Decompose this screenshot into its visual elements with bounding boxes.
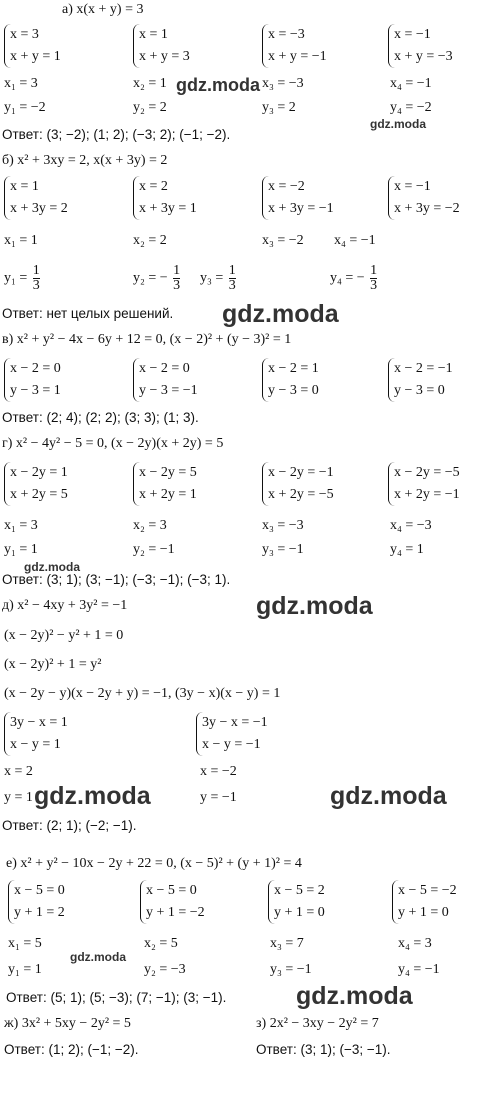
section-a-system-3: x = −3 x + y = −1 (262, 24, 327, 68)
section-e-y1: y₁ = 1 (8, 962, 42, 977)
section-a-y2: y₂ = 2 (133, 100, 167, 115)
section-g-system-1: x − 2y = 1 x + 2y = 5 (4, 462, 68, 506)
section-v-system-2: x − 2 = 0 y − 3 = −1 (133, 358, 198, 402)
section-a-x1: x₁ = 3 (4, 76, 38, 91)
section-e-answer: Ответ: (5; 1); (5; −3); (7; −1); (3; −1). (6, 990, 227, 1005)
section-d-answer: Ответ: (2; 1); (−2; −1). (2, 818, 137, 833)
section-a-x2: x₂ = 1 (133, 76, 167, 91)
section-d-header: д) x² − 4xy + 3y² = −1 (2, 598, 128, 613)
section-a-answer: Ответ: (3; −2); (1; 2); (−3; 2); (−1; −2). (2, 127, 231, 142)
watermark: gdz.moda (222, 300, 339, 328)
section-e-system-1: x − 5 = 0 y + 1 = 2 (8, 880, 65, 924)
watermark: gdz.moda (24, 560, 80, 574)
section-a-y1: y₁ = −2 (4, 100, 46, 115)
section-e-x1: x₁ = 5 (8, 936, 42, 951)
section-a-system-2: x = 1 x + y = 3 (133, 24, 190, 68)
section-b-y1: y₁ = $\frac{1}{3}$ (4, 263, 40, 293)
section-b-system-3: x = −2 x + 3y = −1 (262, 176, 334, 220)
section-e-system-3: x − 5 = 2 y + 1 = 0 (268, 880, 325, 924)
section-d-x1: x = 2 (4, 764, 33, 779)
watermark: gdz.moda (296, 982, 413, 1010)
section-g-x4: x₄ = −3 (390, 518, 432, 533)
section-a-system-1: x = 3 x + y = 1 (4, 24, 61, 68)
section-a-y3: y₃ = 2 (262, 100, 296, 115)
section-e-x3: x₃ = 7 (270, 936, 304, 951)
section-d-system-1: 3y − x = 1 x − y = 1 (4, 712, 68, 756)
section-g-header: г) x² − 4y² − 5 = 0, (x − 2y)(x + 2y) = 5 (2, 436, 224, 451)
section-b-system-2: x = 2 x + 3y = 1 (133, 176, 197, 220)
section-b-header: б) x² + 3xy = 2, x(x + 3y) = 2 (2, 153, 168, 168)
section-b-y4: y₄ = − $\frac{1}{3}$ (330, 263, 378, 293)
watermark: gdz.moda (370, 117, 426, 131)
section-d-line-3: (x − 2y − y)(x − 2y + y) = −1, (3y − x)(x − y) = 1 (4, 686, 281, 701)
watermark: gdz.moda (34, 782, 151, 810)
section-g-y3: y₃ = −1 (262, 542, 304, 557)
section-a-x3: x₃ = −3 (262, 76, 304, 91)
section-b-y3: y₃ = $\frac{1}{3}$ (200, 263, 236, 293)
section-g-y2: y₂ = −1 (133, 542, 175, 557)
section-b-system-1: x = 1 x + 3y = 2 (4, 176, 68, 220)
section-v-system-3: x − 2 = 1 y − 3 = 0 (262, 358, 319, 402)
section-g-system-4: x − 2y = −5 x + 2y = −1 (388, 462, 460, 506)
section-d-y1: y = 1 (4, 790, 33, 805)
section-a-header: а) x(x + y) = 3 (62, 2, 144, 17)
watermark: gdz.moda (256, 592, 373, 620)
section-d-x2: x = −2 (200, 764, 237, 779)
section-b-x3: x₃ = −2 (262, 233, 304, 248)
section-d-y2: y = −1 (200, 790, 237, 805)
section-e-y4: y₄ = −1 (398, 962, 440, 977)
section-z-header: з) 2x² − 3xy − 2y² = 7 (256, 1016, 379, 1031)
section-zh-header: ж) 3x² + 5xy − 2y² = 5 (4, 1016, 131, 1031)
section-e-system-2: x − 5 = 0 y + 1 = −2 (140, 880, 205, 924)
section-e-y3: y₃ = −1 (270, 962, 312, 977)
section-b-y2: y₂ = − $\frac{1}{3}$ (133, 263, 181, 293)
section-e-header: е) x² + y² − 10x − 2y + 22 = 0, (x − 5)² + (y + 1)² = 4 (6, 856, 302, 871)
section-e-x4: x₄ = 3 (398, 936, 432, 951)
section-e-y2: y₂ = −3 (144, 962, 186, 977)
section-b-x4: x₄ = −1 (334, 233, 376, 248)
section-b-x2: x₂ = 2 (133, 233, 167, 248)
section-g-x1: x₁ = 3 (4, 518, 38, 533)
section-e-x2: x₂ = 5 (144, 936, 178, 951)
section-v-answer: Ответ: (2; 4); (2; 2); (3; 3); (1; 3). (2, 410, 199, 425)
section-a-x4: x₄ = −1 (390, 76, 432, 91)
section-g-y1: y₁ = 1 (4, 542, 38, 557)
section-a-system-4: x = −1 x + y = −3 (388, 24, 453, 68)
section-d-system-2: 3y − x = −1 x − y = −1 (196, 712, 268, 756)
section-v-system-4: x − 2 = −1 y − 3 = 0 (388, 358, 453, 402)
section-zh-answer: Ответ: (1; 2); (−1; −2). (4, 1042, 139, 1057)
section-g-x3: x₃ = −3 (262, 518, 304, 533)
watermark: gdz.moda (70, 950, 126, 964)
section-b-x1: x₁ = 1 (4, 233, 38, 248)
section-a-y4: y₄ = −2 (390, 100, 432, 115)
section-d-line-1: (x − 2y)² − y² + 1 = 0 (4, 628, 124, 643)
section-z-answer: Ответ: (3; 1); (−3; −1). (256, 1042, 391, 1057)
section-g-y4: y₄ = 1 (390, 542, 424, 557)
section-g-x2: x₂ = 3 (133, 518, 167, 533)
section-v-header: в) x² + y² − 4x − 6y + 12 = 0, (x − 2)² + (y − 3)² = 1 (2, 332, 292, 347)
section-g-answer: Ответ: (3; 1); (3; −1); (−3; −1); (−3; 1). (2, 572, 231, 587)
section-b-answer: Ответ: нет целых решений. (2, 306, 174, 321)
section-g-system-2: x − 2y = 5 x + 2y = 1 (133, 462, 197, 506)
section-e-system-4: x − 5 = −2 y + 1 = 0 (392, 880, 457, 924)
watermark: gdz.moda (176, 75, 260, 95)
watermark: gdz.moda (330, 782, 447, 810)
section-b-system-4: x = −1 x + 3y = −2 (388, 176, 460, 220)
section-d-line-2: (x − 2y)² + 1 = y² (4, 657, 102, 672)
section-g-system-3: x − 2y = −1 x + 2y = −5 (262, 462, 334, 506)
section-v-system-1: x − 2 = 0 y − 3 = 1 (4, 358, 61, 402)
